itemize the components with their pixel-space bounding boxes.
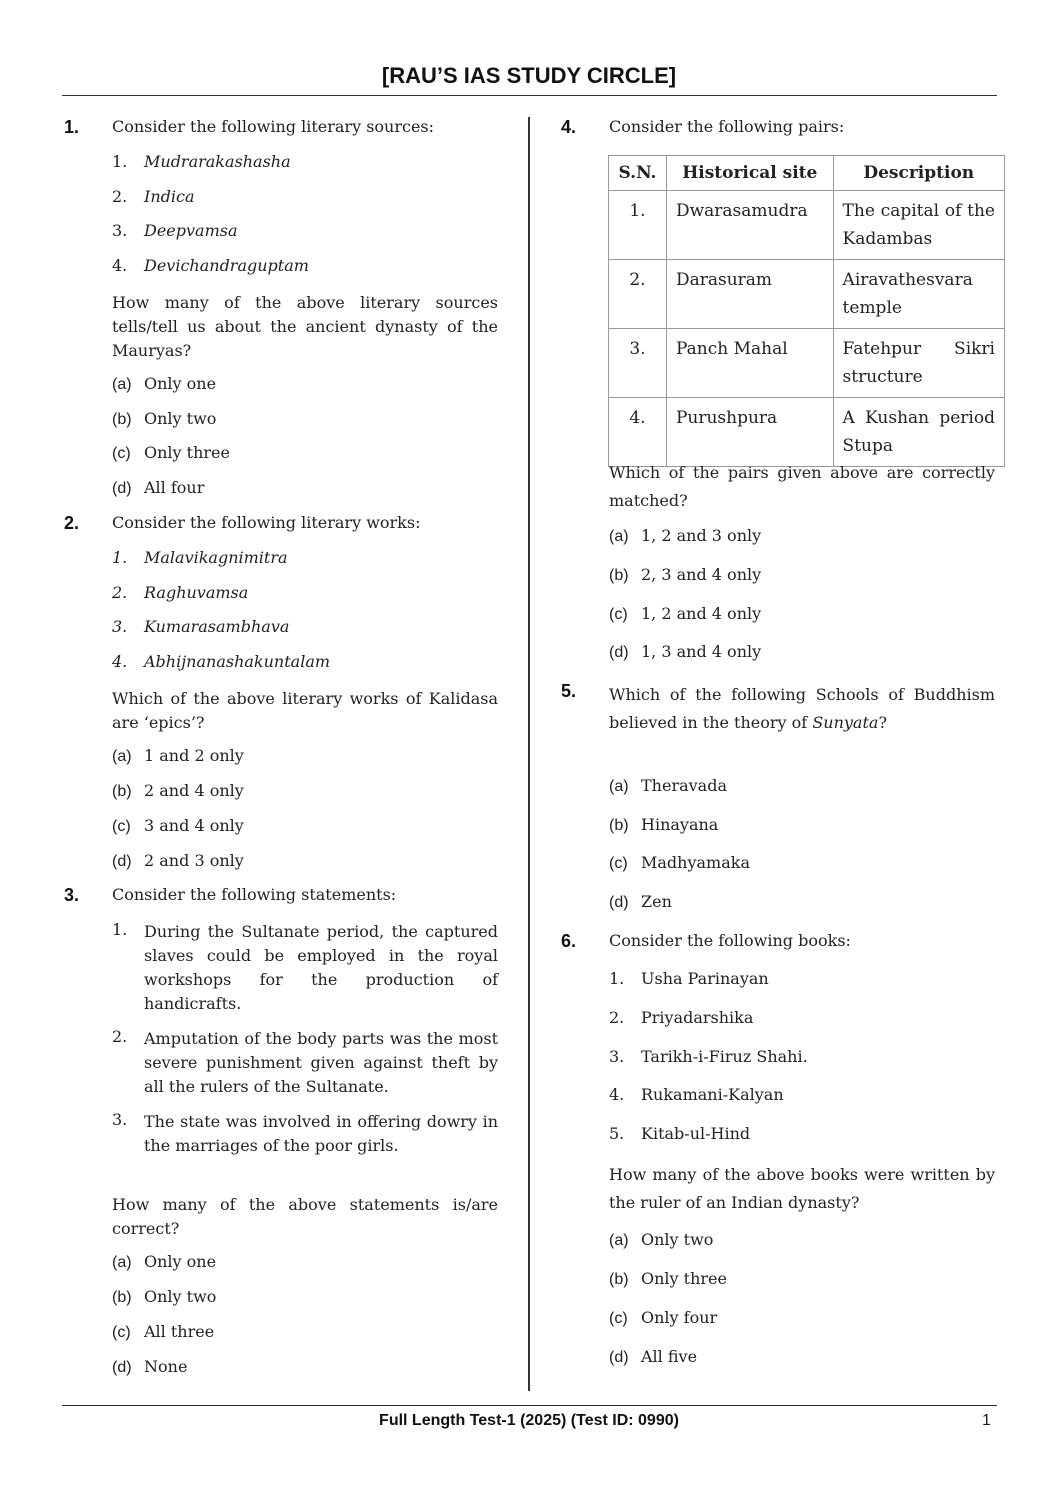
answer-option[interactable]: (c) All three [112, 1322, 215, 1341]
question-text: Which of the following Schools of Buddhism believed in the theory of Sunyata? [609, 685, 995, 732]
question-prompt: Consider the following statements: [112, 885, 397, 904]
table-cell: A Kushan period Stupa [833, 398, 1004, 467]
answer-option[interactable]: (b) Only two [112, 1287, 217, 1306]
table-row [609, 260, 1005, 329]
question-text: How many of the above literary sources tells/tell us about the ancient dynasty of the Mauryas? [112, 293, 498, 360]
question-number: 5. [561, 681, 577, 701]
answer-option[interactable]: (a) 1, 2 and 3 only [609, 526, 762, 545]
answer-option[interactable]: (b) Hinayana [609, 815, 719, 834]
table-cell: Panch Mahal [666, 329, 833, 398]
table-cell: Fatehpur Sikri structure [833, 329, 1004, 398]
list-item: 5. Kitab-ul-Hind [609, 1124, 751, 1143]
answer-option[interactable]: (d) None [112, 1357, 188, 1376]
question-text: How many of the above statements is/are correct? [112, 1195, 498, 1238]
table-row [609, 191, 1005, 260]
list-item: 2. Priyadarshika [609, 1008, 754, 1027]
question-text: Which of the above literary works of Kalidasa are ‘epics’? [112, 689, 498, 732]
question-number: 3. [64, 885, 80, 905]
question-prompt: Consider the following literary works: [112, 513, 421, 532]
footer-text: Full Length Test-1 (2025) (Test ID: 0990) [379, 1412, 679, 1429]
pairs-table [608, 155, 1005, 467]
table-cell: 1. [609, 191, 667, 260]
answer-option[interactable]: (c) Madhyamaka [609, 853, 750, 872]
column-header: S.N. [609, 156, 667, 191]
list-item: 2. Indica [112, 187, 195, 206]
table-cell: 4. [609, 398, 667, 467]
list-item: 4. Abhijnanashakuntalam [112, 652, 331, 671]
answer-option[interactable]: (c) 1, 2 and 4 only [609, 604, 762, 623]
column-header: Description [833, 156, 1004, 191]
answer-option[interactable]: (c) Only three [112, 443, 230, 462]
list-item: 4. Rukamani-Kalyan [609, 1085, 784, 1104]
question-text: Which of the pairs given above are correctly matched? [609, 463, 995, 510]
list-item: 4. Devichandraguptam [112, 256, 309, 275]
answer-option[interactable]: (b) Only three [609, 1269, 727, 1288]
answer-option[interactable]: (d) Zen [609, 892, 672, 911]
table-cell: 3. [609, 329, 667, 398]
footer-divider [62, 1405, 997, 1406]
table-header-row [609, 156, 1005, 191]
statement-item: 1. During the Sultanate period, the captured slaves could be employed in the royal workshops for the production of handicrafts. [112, 920, 498, 1013]
table-cell: Dwarasamudra [666, 191, 833, 260]
list-item: 3. Tarikh-i-Firuz Shahi. [609, 1047, 808, 1066]
list-item: 1. Malavikagnimitra [112, 548, 288, 567]
answer-option[interactable]: (c) 3 and 4 only [112, 816, 244, 835]
statement-item: 2. Amputation of the body parts was the most severe punishment given against theft by all the rulers of the Sultanate. [112, 1027, 498, 1096]
list-item: 1. Mudrarakashasha [112, 152, 291, 171]
answer-option[interactable]: (d) All five [609, 1347, 698, 1366]
column-header: Historical site [666, 156, 833, 191]
answer-option[interactable]: (a) Only two [609, 1230, 714, 1249]
question-prompt: Consider the following books: [609, 931, 851, 950]
question-number: 4. [561, 117, 577, 137]
answer-option[interactable]: (d) All four [112, 478, 205, 497]
page-header-title: [RAU’S IAS STUDY CIRCLE] [381, 63, 677, 88]
table-cell: Darasuram [666, 260, 833, 329]
question-number: 6. [561, 931, 577, 951]
list-item: 3. Kumarasambhava [112, 617, 290, 636]
question-prompt: Consider the following literary sources: [112, 117, 435, 136]
page-number: 1 [982, 1412, 991, 1429]
answer-option[interactable]: (a) Only one [112, 374, 217, 393]
list-item: 3. Deepvamsa [112, 221, 238, 240]
table-cell: Purushpura [666, 398, 833, 467]
answer-option[interactable]: (d) 1, 3 and 4 only [609, 642, 762, 661]
answer-option[interactable]: (c) Only four [609, 1308, 718, 1327]
answer-option[interactable]: (a) 1 and 2 only [112, 746, 244, 765]
answer-option[interactable]: (b) Only two [112, 409, 217, 428]
list-item: 1. Usha Parinayan [609, 969, 769, 988]
column-divider [528, 117, 530, 1391]
table-cell: 2. [609, 260, 667, 329]
question-number: 2. [64, 513, 80, 533]
table-row [609, 329, 1005, 398]
table-cell: The capital of the Kadambas [833, 191, 1004, 260]
answer-option[interactable]: (a) Theravada [609, 776, 727, 795]
answer-option[interactable]: (d) 2 and 3 only [112, 851, 244, 870]
answer-option[interactable]: (b) 2 and 4 only [112, 781, 244, 800]
statement-item: 3. The state was involved in offering dowry in the marriages of the poor girls. [112, 1110, 498, 1155]
table-cell: Airavathesvara temple [833, 260, 1004, 329]
question-text: How many of the above books were written by the ruler of an Indian dynasty? [609, 1165, 995, 1212]
answer-option[interactable]: (a) Only one [112, 1252, 217, 1271]
question-prompt: Consider the following pairs: [609, 117, 845, 136]
answer-option[interactable]: (b) 2, 3 and 4 only [609, 565, 762, 584]
question-number: 1. [64, 117, 80, 137]
list-item: 2. Raghuvamsa [112, 583, 249, 602]
header-divider [62, 95, 997, 96]
table-row [609, 398, 1005, 467]
